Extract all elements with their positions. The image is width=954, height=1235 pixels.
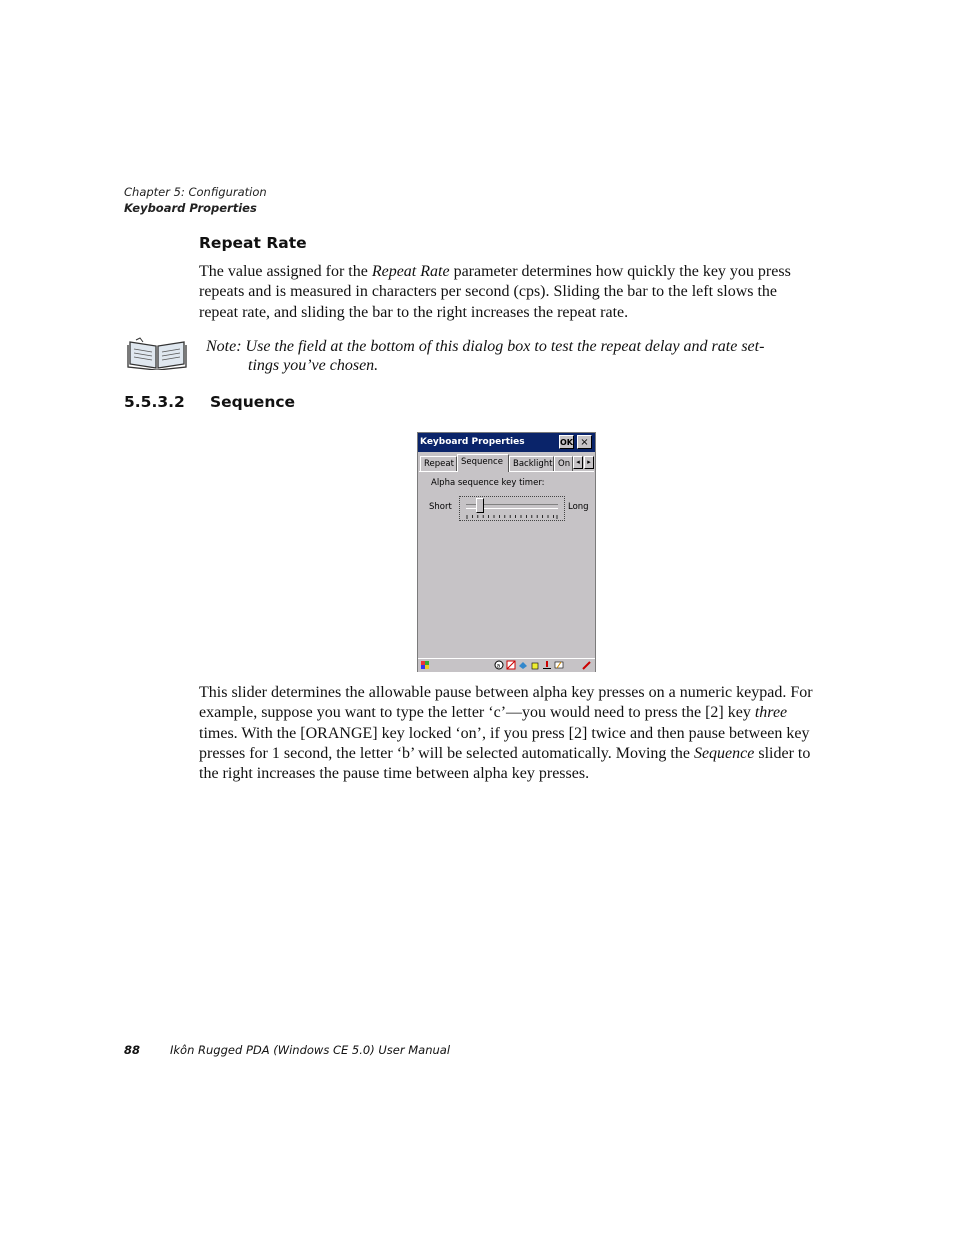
tab-scroll-right-icon[interactable]: ▸ (584, 456, 594, 469)
repeat-rate-text-2: parameter determines how quickly the key you press repeats and is measured in characters per second (cps). Sliding the bar to the left slows the repeat rate, and sliding the bar to the right increases the repeat rate. (199, 263, 791, 321)
short-label: Short (429, 502, 452, 512)
start-flag-icon[interactable] (420, 660, 430, 670)
note-line-2: tings you’ve chosen. (248, 356, 379, 374)
input-panel-icon[interactable] (554, 660, 564, 670)
close-button[interactable]: × (577, 435, 592, 449)
connection-icon[interactable] (518, 660, 528, 670)
tab-scroll-left-icon[interactable]: ◂ (573, 456, 583, 469)
dialog-title: Keyboard Properties (420, 437, 525, 447)
repeat-rate-heading: Repeat Rate (199, 234, 307, 252)
repeat-rate-text-1: The value assigned for the (199, 263, 372, 280)
manual-title: Ikôn Rugged PDA (Windows CE 5.0) User Manual (170, 1043, 451, 1057)
repeat-rate-term: Repeat Rate (371, 263, 450, 280)
page-number: 88 (124, 1043, 141, 1057)
keyboard-properties-screenshot (417, 432, 596, 672)
sequence-paragraph (199, 683, 819, 784)
slider-thumb[interactable] (476, 498, 484, 513)
tab-sequence[interactable]: Sequence (457, 454, 509, 472)
note-text (206, 338, 806, 375)
tab-backlight[interactable]: Backlight (509, 456, 554, 471)
ok-button[interactable]: OK (559, 435, 574, 449)
alpha-sequence-label: Alpha sequence key timer: (431, 478, 545, 488)
note-line-1: Note: Use the field at the bottom of this dialog box to test the repeat delay and rate set- (206, 338, 765, 355)
stylus-icon[interactable] (582, 660, 592, 670)
running-header-section: Keyboard Properties (124, 201, 257, 215)
book-icon (126, 336, 188, 370)
dialog-titlebar (418, 433, 595, 452)
sequence-term-three: three (754, 704, 788, 722)
alert-icon[interactable] (542, 660, 552, 670)
long-label: Long (568, 502, 589, 512)
tab-on[interactable]: On (554, 456, 573, 471)
running-header-chapter: Chapter 5: Configuration (124, 185, 267, 199)
sequence-text-1: This slider determines the allowable pause between alpha key presses on a numeric keypad. For example, suppose you want to type the letter ‘c’—you would need to press the [2] key (199, 684, 813, 722)
network-icon[interactable] (506, 660, 516, 670)
taskbar (418, 658, 595, 672)
sequence-heading-number: 5.5.3.2 (124, 393, 185, 411)
battery-icon[interactable] (530, 660, 540, 670)
repeat-rate-paragraph (199, 262, 819, 323)
sequence-heading-title: Sequence (210, 393, 296, 411)
slider-ticks (466, 515, 558, 519)
sequence-slider[interactable] (459, 496, 565, 521)
tab-repeat[interactable]: Repeat (420, 456, 457, 471)
sequence-text-3: slider to the right increases the pause time between alpha key presses. (199, 744, 811, 783)
keyboard-status-icon[interactable] (494, 660, 504, 670)
svg-text:a: a (496, 662, 501, 670)
sequence-text-2: times. With the [ORANGE] key locked ‘on’, if you press [2] twice and then pause between key presses for 1 second, the letter ‘b’ will be selected automatically. Moving the (199, 724, 810, 762)
sequence-term-sequence: Sequence (693, 744, 755, 762)
